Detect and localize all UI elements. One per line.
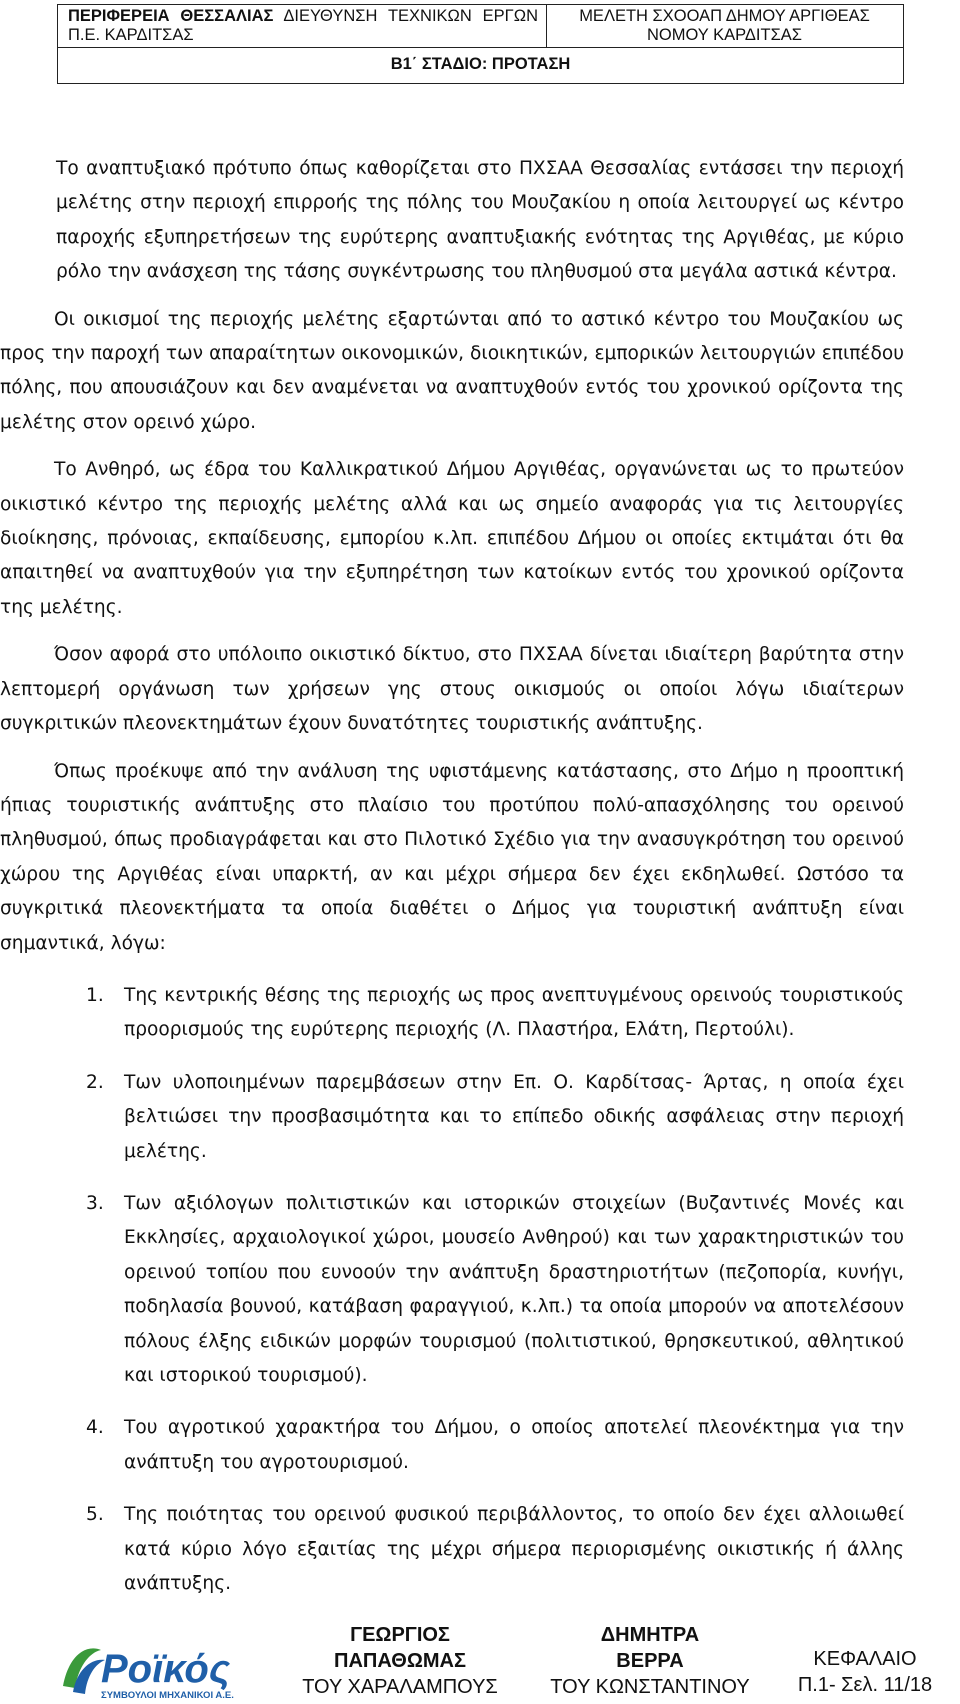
header-region: ΠΕΡΙΦΕΡΕΙΑ ΘΕΣΣΑΛΙΑΣ <box>68 7 274 25</box>
header-stage: Β1΄ ΣΤΑΔΙΟ: ΠΡΟΤΑΣΗ <box>390 55 571 73</box>
list-number: 5. <box>86 1504 104 1526</box>
list-text: Του αγροτικού χαρακτήρα του Δήμου, ο οποίος αποτελεί πλεονέκτημα για την ανάπτυξη του αγροτουρισμού. <box>124 1417 904 1473</box>
list-item <box>0 979 904 1048</box>
paragraph-1: Το αναπτυξιακό πρότυπο όπως καθορίζεται στο ΠΧΣΑΑ Θεσσαλίας εντάσσει την περιοχή μελέτης στην περιοχή επιρροής της πόλης του Μουζακίου η οποία λειτουργεί ως κέντρο παροχής εξυπηρετήσεων της ευρύτερης αναπτυξιακής ενότητας της Αργιθέας, με κύριο ρόλο την ανάσχεση της τάσης συγκέντρωσης του πληθυσμού στα μεγάλα αστικά κέντρα. <box>56 158 904 283</box>
list-item <box>0 1411 904 1480</box>
signatory-first-name: ΔΗΜΗΤΡΑ <box>600 1624 700 1646</box>
signatory-first-name: ΓΕΩΡΓΙΟΣ <box>350 1624 450 1646</box>
list-text: Της κεντρικής θέσης της περιοχής ως προς ανεπτυγμένους ορεινούς τουριστικούς προορισμούς της ευρύτερης περιοχής (Λ. Πλαστήρα, Ελάτη, Περτούλι). <box>124 984 904 1041</box>
list-text: Των υλοποιημένων παρεμβάσεων στην Επ. Ο. Καρδίτσας- Άρτας, η οποία έχει βελτιώσει την προσβασιμότητα και το επίπεδο οδικής ασφάλειας στην περιοχή μελέτης. <box>124 1071 904 1162</box>
list-item <box>0 1498 904 1601</box>
list-number: 4. <box>86 1417 104 1439</box>
logo-wordmark: Ροϊκός <box>101 1647 231 1691</box>
signatory-last-name: ΠΑΠΑΘΩΜΑΣ <box>334 1650 466 1672</box>
logo-subtitle: ΣΥΜΒΟΥΛΟΙ ΜΗΧΑΝΙΚΟΙ Α.Ε. <box>101 1690 234 1701</box>
paragraph-2: Οι οικισμοί της περιοχής μελέτης εξαρτώνται από το αστικό κέντρο του Μουζακίου ως προς την παροχή των απαραίτητων οικονομικών, διοικητικών, εμπορικών λειτουργιών επιπέδου πόλης, που απουσιάζουν και δεν αναμένεται να αναπτυχθούν εντός του χρονικού ορίζοντα της μελέτης στον ορεινό χώρο. <box>0 308 904 433</box>
advantages-list <box>0 979 904 1602</box>
header-top-row <box>58 5 903 48</box>
paragraph-5: Όπως προέκυψε από την ανάλυση της υφιστάμενης κατάστασης, στο Δήμο η προοπτική ήπιας τουριστικής ανάπτυξης στο πλαίσιο του προτύπου πολύ-απασχόλησης του ορεινού πληθυσμού, όπως προδιαγράφεται και στο Πιλοτικό Σχέδιο για την ανασυγκρότηση του ορεινού χώρου της Αργιθέας είναι υπαρκτή, αν και μέχρι σήμερα δεν έχει εκδηλωθεί. Ωστόσο τα συγκριτικά πλεονεκτήματα τα οποία διαθέτει ο Δήμος για τουριστική ανάπτυξη είναι σημαντικά, λόγω: <box>0 760 904 954</box>
signatory-father-name: ΤΟΥ ΧΑΡΑΛΑΜΠΟΥΣ <box>302 1676 498 1698</box>
header-study-title: ΜΕΛΕΤΗ ΣΧΟΟΑΠ ΔΗΜΟΥ ΑΡΓΙΘΕΑΣ ΝΟΜΟΥ ΚΑΡΔΙΤΣΑΣ <box>579 7 870 44</box>
signature-block-2 <box>540 1622 760 1700</box>
header-directorate: ΔΙΕΥΘΥΝΣΗ ΤΕΧΝΙΚΩΝ ΕΡΓΩΝ Π.Ε. ΚΑΡΔΙΤΣΑΣ <box>68 7 538 44</box>
company-logo <box>57 1636 257 1702</box>
signatory-last-name: ΒΕΡΡΑ <box>616 1650 684 1672</box>
list-text: Των αξιόλογων πολιτιστικών και ιστορικών στοιχείων (Βυζαντινές Μονές και Εκκλησίες, αρχαιολογικοί χώροι, μουσείο Ανθηρού) και των χαρακτηριστικών του ορεινού τοπίου που ευνοούν την ανάπτυξη δραστηριοτήτων (πεζοπορία, κυνήγι, ποδηλασία βουνού, κατάβαση φαραγγιού, κ.λπ.) τα οποία μπορούν να αποτελέσουν πόλους έλξης ειδικών μορφών τουρισμού (πολιτιστικού, θρησκευτικού, αθλητικού και ιστορικού τουρισμού). <box>124 1192 904 1386</box>
page-header <box>57 4 904 84</box>
header-divider <box>546 5 547 47</box>
list-number: 2. <box>86 1071 104 1093</box>
paragraph-3: Το Ανθηρό, ως έδρα του Καλλικρατικού Δήμου Αργιθέας, οργανώνεται ως το πρωτεύον οικιστικό κέντρο της περιοχής μελέτης αλλά και ως σημείο αναφοράς για τις λειτουργίες διοίκησης, πρόνοιας, εκπαίδευσης, εμπορίου κ.λπ. επιπέδου Δήμου οι οποίες εκτιμάται ότι θα απαιτηθεί να αναπτυχθούν για την εξυπηρέτηση των κατοίκων εντός του χρονικού ορίζοντα της μελέτης. <box>0 459 904 618</box>
list-number: 1. <box>86 984 104 1006</box>
page-number: Π.1- Σελ. 11/18 <box>797 1674 933 1696</box>
list-number: 3. <box>86 1192 104 1214</box>
list-text: Της ποιότητας του ορεινού φυσικού περιβάλλοντος, το οποίο δεν έχει αλλοιωθεί κατά κύριο λόγο εξαιτίας της μέχρι σήμερα περιορισμένης οικιστικής ή άλλης ανάπτυξης. <box>124 1504 904 1595</box>
list-item <box>0 1187 904 1393</box>
paragraph-4: Όσον αφορά στο υπόλοιπο οικιστικό δίκτυο, στο ΠΧΣΑΑ δίνεται ιδιαίτερη βαρύτητα στην λεπτομερή οργάνωση των χρήσεων γης στους οικισμούς οι οποίοι λόγω ιδιαίτερων συγκριτικών πλεονεκτημάτων έχουν δυνατότητες τουριστικής ανάπτυξης. <box>0 644 904 735</box>
page-footer <box>0 1622 960 1704</box>
document-body <box>0 152 960 1619</box>
header-authority <box>68 7 538 45</box>
signature-block-1 <box>280 1622 520 1700</box>
page-info <box>780 1646 950 1698</box>
signatory-father-name: ΤΟΥ ΚΩΝΣΤΑΝΤΙΝΟΥ <box>550 1676 750 1698</box>
list-item <box>0 1066 904 1169</box>
chapter-label: ΚΕΦΑΛΑΙΟ <box>813 1648 917 1670</box>
